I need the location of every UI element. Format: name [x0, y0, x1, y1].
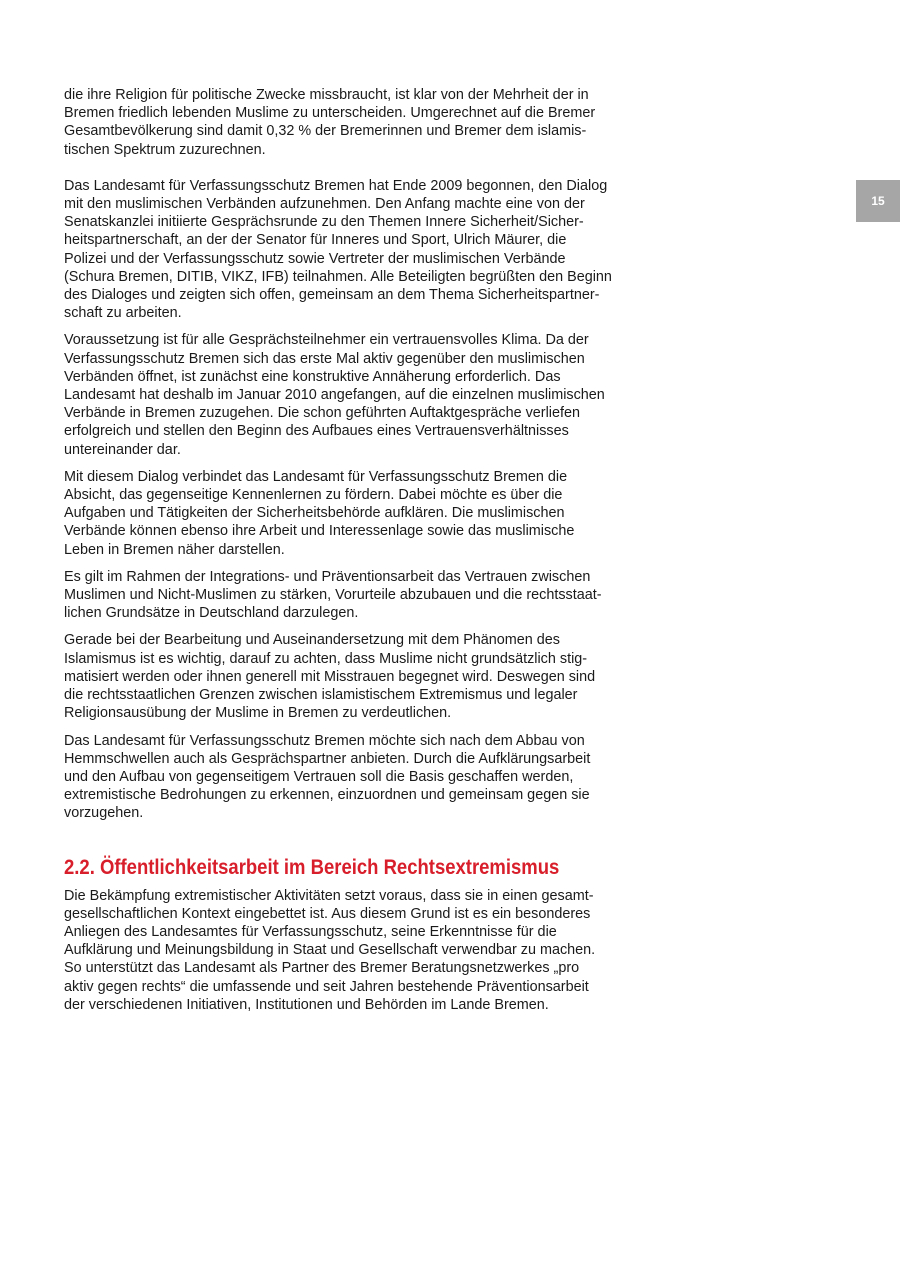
- paragraph-integration: Es gilt im Rahmen der Integrations- und Präventionsarbeit das Vertrauen zwischen Muslimen und Nicht-Muslimen zu stärken, Vorurteile abzubauen und die rechtsstaat- lichen Grundsätze in Deutschland darzulegen.: [64, 568, 602, 622]
- paragraph-conversation-partner: Das Landesamt für Verfassungsschutz Bremen möchte sich nach dem Abbau von Hemmschwellen auch als Gesprächspartner anbieten. Durch die Aufklärungsarbeit und den Aufbau von gegenseitigem Vertrauen soll die Basis geschaffen werden, extremistische Bedrohungen zu erkennen, einzuordnen und gemeinsam gegen sie vorzugehen.: [64, 732, 591, 822]
- page-number-badge: 15: [856, 180, 900, 222]
- paragraph-dialog-start: Das Landesamt für Verfassungsschutz Bremen hat Ende 2009 begonnen, den Dialog mit den muslimischen Verbänden aufzunehmen. Den Anfang machte eine von der Senatskanzlei initiierte Gesprächsrunde zu den Themen Innere Sicherheit/Sicher- heitspartnerschaft, an der der Senator für Inneres und Sport, Ulrich Mäurer, die Polizei und der Verfassungsschutz sowie Vertreter der muslimischen Verbände (Schura Bremen, DITIB, VIKZ, IFB) teilnahmen. Alle Beteiligten begrüßten den Beginn des Dialoges und zeigten sich offen, gemeinsam an dem Thema Sicherheitspartner- schaft zu arbeiten.: [64, 177, 612, 322]
- paragraph-dialog-purpose: Mit diesem Dialog verbindet das Landesamt für Verfassungsschutz Bremen die Absicht, das gegenseitige Kennenlernen zu fördern. Dabei möchte es über die Aufgaben und Tätigkeiten der Sicherheitsbehörde aufklären. Die muslimischen Verbände können ebenso ihre Arbeit und Interessenlage sowie das muslimische Leben in Bremen näher darstellen.: [64, 468, 575, 558]
- document-body: [64, 86, 612, 1014]
- paragraph-islamism: Gerade bei der Bearbeitung und Auseinandersetzung mit dem Phänomen des Islamismus ist es wichtig, darauf zu achten, dass Muslime nicht grundsätzlich stig- matisiert werden oder ihnen generell mit Misstrauen begegnet wird. Deswegen sind die rechtsstaatlichen Grenzen zwischen islamistischem Extremismus und legaler Religionsausübung der Muslime in Bremen zu verdeutlichen.: [64, 632, 596, 722]
- paragraph-religion: die ihre Religion für politische Zwecke missbraucht, ist klar von der Mehrheit der in Bremen friedlich lebenden Muslime zu unterscheiden. Umgerechnet auf die Bremer Gesamtbevölkerung sind damit 0,32 % der Bremerinnen und Bremer dem islamis- tischen Spektrum zuzurechnen.: [64, 87, 596, 158]
- section-heading: 2.2. Öffentlichkeitsarbeit im Bereich Rechtsextremismus: [64, 854, 560, 879]
- paragraph-trust-climate: Voraussetzung ist für alle Gesprächsteilnehmer ein vertrauensvolles Klima. Da der Verfassungsschutz Bremen sich das erste Mal aktiv gegenüber den muslimischen Verbänden öffnet, ist zunächst eine konstruktive Annäherung erforderlich. Das Landesamt hat deshalb im Januar 2010 angefangen, auf die einzelnen muslimischen Verbände in Bremen zuzugehen. Die schon geführten Auftaktgespräche verliefen erfolgreich und stellen den Beginn des Aufbaues eines Vertrauensverhältnisses untereinander dar.: [64, 332, 605, 458]
- section-paragraph: Die Bekämpfung extremistischer Aktivitäten setzt voraus, dass sie in einen gesamt- gesellschaftlichen Kontext eingebettet ist. Aus diesem Grund ist es ein besonderes Anliegen des Landesamtes für Verfassungsschutz, seine Erkenntnisse für die Aufklärung und Meinungsbildung in Staat und Gesellschaft verwendbar zu machen. So unterstützt das Landesamt als Partner des Bremer Beratungsnetzwerkes „pro aktiv gegen rechts“ die umfassende und seit Jahren bestehende Präventionsarbeit der verschiedenen Initiativen, Institutionen und Behörden im Lande Bremen.: [64, 887, 596, 1013]
